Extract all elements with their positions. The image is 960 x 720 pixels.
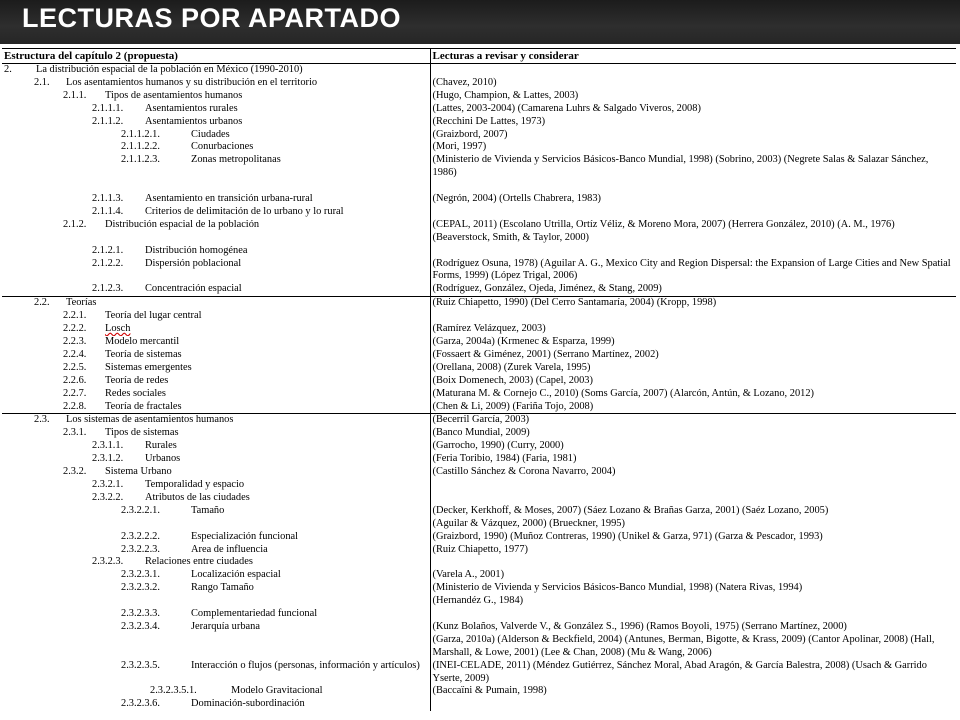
readings-cell: (Chen & Li, 2009) (Fariña Tojo, 2008) [432,400,594,412]
section-number: 2.3.2.3.4. [121,620,160,632]
table-row [2,544,956,557]
section-title: Asentamientos urbanos [145,115,243,127]
section-number: 2.3.1.2. [92,453,124,465]
header-readings: Lecturas a revisar y considerar [430,49,956,64]
section-number: 2.3.2.2.3. [121,543,160,555]
structure-cell [2,116,430,129]
section-number: 2.3.2.3.5.1. [150,685,197,697]
structure-cell [2,544,430,557]
structure-cell [2,154,430,193]
readings-cell: (Ramírez Velázquez, 2003) [432,323,546,335]
table-row [2,103,956,116]
table-row [2,77,956,90]
structure-cell [2,375,430,388]
structure-cell [2,77,430,90]
table-row [2,297,956,310]
table-row [2,466,956,479]
table-row [2,129,956,142]
section-title: Redes sociales [105,387,166,399]
readings-cell: (Hugo, Champion, & Lattes, 2003) [432,89,579,101]
table-row [2,283,956,296]
readings-cell: (Lattes, 2003-2004) (Camarena Luhrs & Salgado Viveros, 2008) [432,102,701,114]
section-number: 2.2.2. [63,323,87,335]
table-row [2,608,956,621]
table-row [2,116,956,129]
table-row [2,556,956,569]
section-title: La distribución espacial de la población en México (1990-2010) [36,64,303,75]
table-row [2,64,956,77]
readings-cell [430,479,956,492]
readings-cell [430,310,956,323]
table-row [2,323,956,336]
readings-cell: (Ruiz Chiapetto, 1990) (Del Cerro Santamaría, 2004) (Kropp, 1998) [430,297,956,310]
readings-cell: (Ministerio de Vivienda y Servicios Básicos-Banco Mundial, 1998) (Sobrino, 2003) (Negrete Salas & Salazar Sánchez, 1986) [432,154,929,179]
structure-cell [2,556,430,569]
section-title: Asentamientos rurales [145,102,238,114]
table-row [2,505,956,518]
structure-cell [2,245,430,258]
section-title: Conurbaciones [191,141,254,153]
table-row [2,310,956,323]
table-row [2,518,956,531]
readings-cell: (Ruiz Chiapetto, 1977) [432,543,529,555]
table-row [2,660,956,686]
structure-cell [2,414,430,427]
table-row [2,414,956,427]
readings-cell [430,64,956,77]
section-title: Dominación-subordinación [191,698,305,710]
section-title: Complementariedad funcional [191,608,318,620]
section-number: 2.1.1. [63,89,87,101]
section-title: Modelo mercantil [105,336,180,347]
structure-cell [2,634,430,660]
readings-cell: (Fossaert & Giménez, 2001) (Serrano Martínez, 2002) [432,348,659,360]
section-number: 2.2.4. [63,348,87,360]
table-row [2,206,956,219]
structure-cell [2,349,430,362]
readings-cell: (Orellana, 2008) (Zurek Varela, 1995) [432,361,591,373]
structure-cell [2,310,430,323]
section-number: 2.1. [34,76,50,88]
table-row [2,582,956,595]
structure-cell [2,388,430,401]
readings-cell: (Recchini De Lattes, 1973) [432,115,546,127]
readings-cell: (Garza, 2010a) (Alderson & Beckfield, 2004) (Antunes, Berman, Bigotte, & Krass, 2009) (Cantor Apolinar, 2008) (Hall, Marshall, & Lowe, 2001) (Lee & Chan, 2008) (Mu & Wang, 2006) [432,633,935,658]
structure-cell [2,621,430,634]
chapter-structure-table [2,48,956,711]
section-number: 2.3.2.2.1. [121,504,160,516]
table-row [2,427,956,440]
table-row [2,621,956,634]
section-title: Teoría de fractales [105,400,182,412]
readings-cell: (Castillo Sánchez & Corona Navarro, 2004) [432,466,616,478]
section-number: 2.3.2.3.2. [121,582,160,594]
section-title: Sistemas emergentes [105,361,192,373]
section-title: Dispersión poblacional [145,257,242,269]
section-number: 2.3.1. [63,427,87,439]
section-number: 2.3.2.1. [92,478,124,490]
structure-cell [2,206,430,219]
section-title: Relaciones entre ciudades [145,556,253,568]
table-row [2,375,956,388]
structure-cell [2,401,430,414]
readings-cell: (Hernandéz G., 1984) [432,595,524,607]
structure-cell [2,685,430,698]
table-row [2,698,956,711]
table-row [2,440,956,453]
section-title: Rurales [145,440,177,452]
structure-cell [2,569,430,582]
section-number: 2.3.1.1. [92,440,124,452]
section-number: 2.3. [34,414,50,426]
table-row [2,154,956,193]
table-row [2,258,956,284]
section-title: Losch [105,323,131,335]
structure-cell [2,479,430,492]
structure-cell [2,336,430,349]
readings-cell: (Aguilar & Vázquez, 2000) (Brueckner, 1995) [432,517,625,529]
section-number: 2.3.2.3.3. [121,608,160,620]
table-row [2,362,956,375]
section-title: Asentamiento en transición urbana-rural [145,193,313,205]
readings-cell: (Varela A., 2001) [432,569,505,581]
readings-cell [430,492,956,505]
structure-cell [2,453,430,466]
table-row [2,245,956,258]
table-row [2,349,956,362]
readings-cell [430,698,956,711]
table-row [2,388,956,401]
table-header-row [2,49,956,64]
readings-cell: (Garza, 2004a) (Krmenec & Esparza, 1999) [432,336,615,347]
section-number: 2.2. [34,297,50,309]
readings-cell: (Decker, Kerkhoff, & Moses, 2007) (Sáez Lozano & Brañas Garza, 2001) (Saéz Lozano, 2005) [432,504,829,516]
section-title: Teoría del lugar central [105,310,202,322]
table-row [2,193,956,206]
table-row [2,479,956,492]
readings-cell [430,556,956,569]
section-title: Especialización funcional [191,530,299,542]
section-number: 2.1.1.3. [92,193,124,205]
section-number: 2.1.2.2. [92,257,124,269]
readings-cell: (Negrón, 2004) (Ortells Chabrera, 1983) [432,193,602,205]
structure-cell [2,427,430,440]
structure-cell [2,219,430,245]
section-title: Rango Tamaño [191,582,254,594]
section-title: Los asentamientos humanos y su distribución en el territorio [66,76,318,88]
readings-cell: (Maturana M. & Cornejo C., 2010) (Soms García, 2007) (Alarcón, Antún, & Lozano, 2012) [432,387,814,399]
section-number: 2.2.8. [63,400,87,412]
table-row [2,141,956,154]
table-row [2,492,956,505]
structure-cell [2,440,430,453]
readings-cell: (Baccaïni & Pumain, 1998) [432,685,547,697]
section-number: 2.1.1.1. [92,102,124,114]
header-structure: Estructura del capítulo 2 (propuesta) [2,49,430,64]
table-row [2,219,956,245]
structure-cell [2,141,430,154]
section-number: 2.2.1. [63,310,87,322]
readings-cell: (Garrocho, 1990) (Curry, 2000) [432,440,564,452]
section-title: Zonas metropolitanas [191,154,281,166]
section-title: Concentración espacial [145,283,242,295]
section-number: 2.3.2.2. [92,491,124,503]
structure-cell [2,64,430,77]
table-row [2,90,956,103]
section-title: Area de influencia [191,543,268,555]
readings-cell: (Graizbord, 2007) [432,128,508,140]
section-number: 2.1.2.3. [92,283,124,295]
section-number: 2.1.2.1. [92,244,124,256]
section-number: 2.3.2.3. [92,556,124,568]
structure-cell [2,698,430,711]
section-number: 2. [4,64,12,75]
table-row [2,336,956,349]
readings-cell: (Banco Mundial, 2009) [432,427,530,439]
section-title: Distribución espacial de la población [105,218,260,230]
section-title: Localización espacial [191,569,281,581]
section-number: 2.2.6. [63,374,87,386]
section-number: 2.1.1.2. [92,115,124,127]
section-title: Teoría de sistemas [105,348,182,360]
section-number: 2.2.7. [63,387,87,399]
structure-cell [2,518,430,531]
table-row [2,531,956,544]
readings-cell [430,245,956,258]
readings-cell: (Ministerio de Vivienda y Servicios Básicos-Banco Mundial, 1998) (Natera Rivas, 1994) [432,582,803,594]
readings-cell: (INEI-CELADE, 2011) (Méndez Gutiérrez, Sánchez Moral, Abad Aragón, & García Balestra, 2008) (Usach & Garrido Yserte, 2009) [432,659,927,684]
section-number: 2.3.2.3.5. [121,659,160,671]
readings-cell: (Mori, 1997) [432,141,487,153]
section-number: 2.2.3. [63,336,87,347]
structure-cell [2,660,430,686]
section-title: Tipos de sistemas [105,427,179,439]
section-title: Tamaño [191,504,225,516]
readings-cell: (Rodríguez Osuna, 1978) (Aguilar A. G., Mexico City and Region Dispersal: the Expansion of Large Cities and New Spatial Forms, 1999) (López Trigal, 2006) [432,257,951,282]
section-number: 2.1.2. [63,218,87,230]
readings-cell: (Graizbord, 1990) (Muñoz Contreras, 1990) (Unikel & Garza, 971) (Garza & Pescador, 1993) [432,530,823,542]
section-number: 2.3.2. [63,466,87,478]
readings-cell: (Chavez, 2010) [432,76,497,88]
section-title: Distribución homogénea [145,244,248,256]
table-row [2,685,956,698]
structure-cell [2,608,430,621]
section-title: Urbanos [145,453,181,465]
section-title: Temporalidad y espacio [145,478,245,490]
readings-cell: (Boix Domenech, 2003) (Capel, 2003) [432,374,593,386]
section-title: Tipos de asentamientos humanos [105,89,243,101]
section-title: Teoría de redes [105,374,169,386]
section-title: Teorías [66,297,97,309]
structure-cell [2,492,430,505]
readings-cell: (Rodríguez, González, Ojeda, Jiménez, & Stang, 2009) [432,283,662,295]
section-number: 2.2.5. [63,361,87,373]
section-number: 2.1.1.2.1. [121,128,160,140]
section-title: Los sistemas de asentamientos humanos [66,414,234,426]
readings-cell: (Feria Toribio, 1984) (Faria, 1981) [432,453,577,465]
structure-cell [2,129,430,142]
structure-cell [2,297,430,310]
slide-title-bar [0,0,960,44]
section-number: 2.1.1.2.2. [121,141,160,153]
section-title: Sistema Urbano [105,466,172,478]
structure-cell [2,582,430,595]
slide-title: LECTURAS POR APARTADO [22,3,401,33]
readings-cell: (Kunz Bolaños, Valverde V., & González S., 1996) (Ramos Boyoli, 1975) (Serrano Martínez, 2000) [432,620,847,632]
section-title: Jerarquía urbana [191,620,260,632]
structure-cell [2,90,430,103]
table-row [2,595,956,608]
section-title: Atributos de las ciudades [145,491,250,503]
structure-cell [2,283,430,296]
structure-cell [2,531,430,544]
table-row [2,569,956,582]
readings-cell [430,206,956,219]
section-title: Ciudades [191,128,230,140]
structure-cell [2,595,430,608]
structure-cell [2,466,430,479]
table-row [2,453,956,466]
structure-cell [2,362,430,375]
structure-cell [2,323,430,336]
section-number: 2.3.2.2.2. [121,530,160,542]
section-number: 2.1.1.2.3. [121,154,160,166]
table-row [2,401,956,414]
readings-cell [430,608,956,621]
readings-cell: (Becerril García, 2003) [430,414,956,427]
structure-cell [2,258,430,284]
section-title: Criterios de delimitación de lo urbano y lo rural [145,205,344,217]
structure-cell [2,103,430,116]
section-number: 2.1.1.4. [92,205,124,217]
section-title: Modelo Gravitacional [231,685,323,697]
section-number: 2.3.2.3.1. [121,569,160,581]
readings-cell: (CEPAL, 2011) (Escolano Utrilla, Ortíz Véliz, & Moreno Mora, 2007) (Herrera González, 2010) (A. M., 1976) (Beaverstock, Smith, & Taylor, 2000) [432,218,895,243]
section-number: 2.3.2.3.6. [121,698,160,710]
structure-cell [2,505,430,518]
section-title: Interacción o flujos (personas, información y artículos) [191,659,420,671]
structure-cell [2,193,430,206]
table-row [2,634,956,660]
